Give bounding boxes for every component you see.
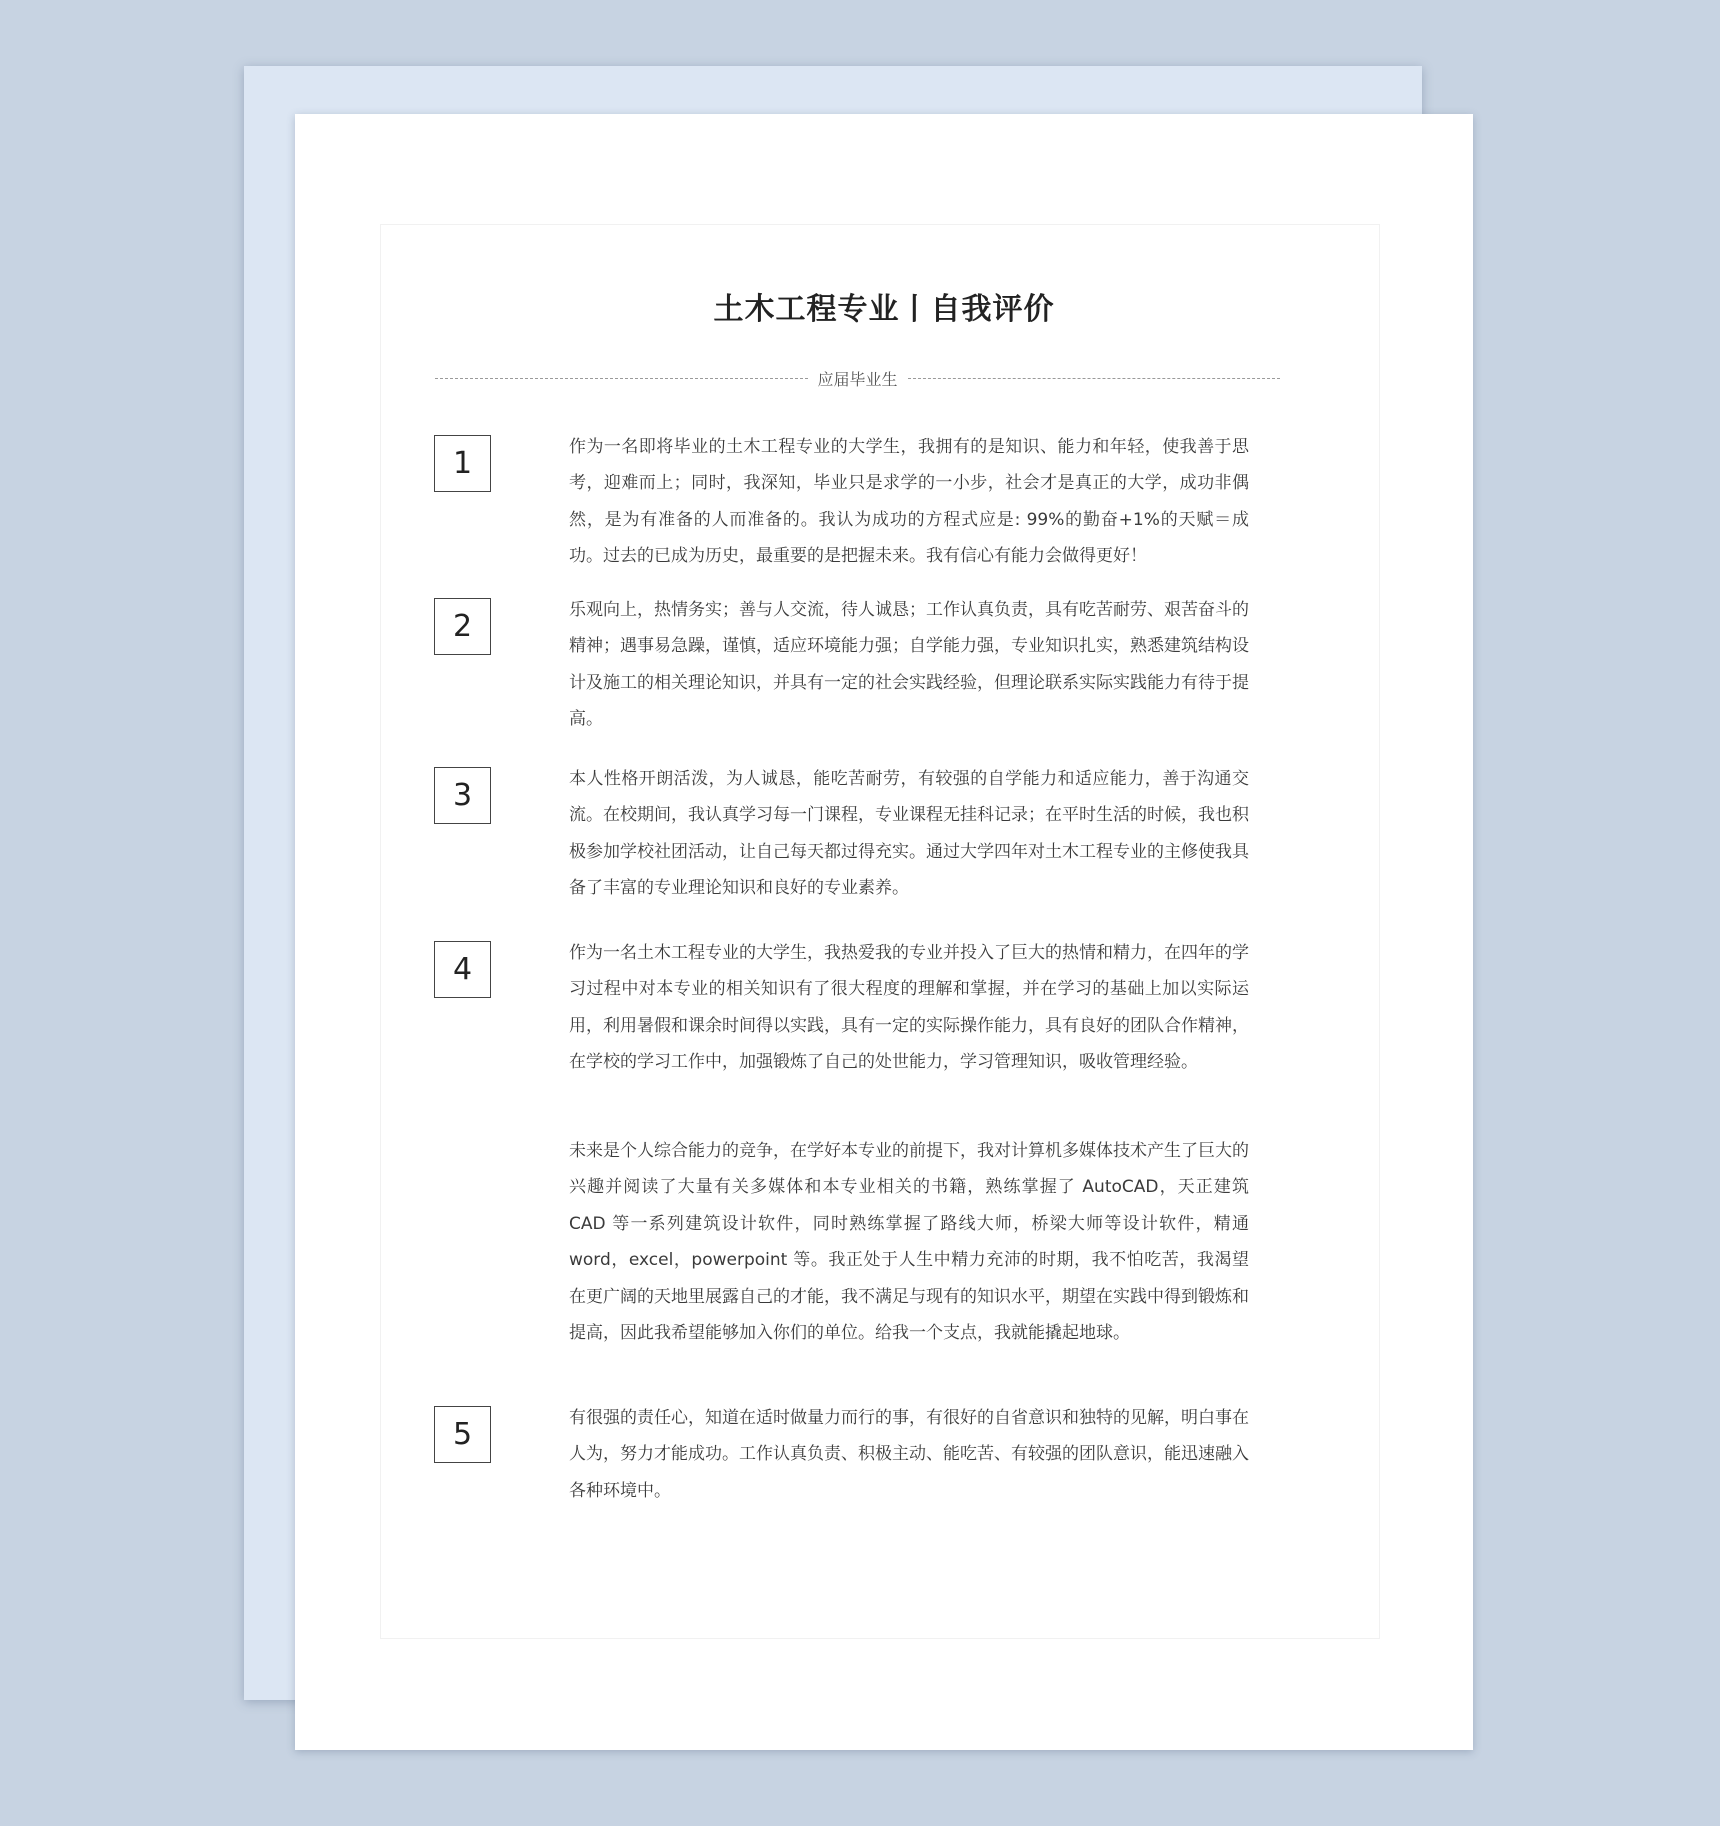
document-page: [295, 114, 1473, 1750]
entry-number-box: 3: [434, 767, 491, 824]
entry-paragraph: 作为一名土木工程专业的大学生，我热爱我的专业并投入了巨大的热情和精力，在四年的学习过程中对本专业的相关知识有了很大程度的理解和掌握，并在学习的基础上加以实际运用，利用暑假和课余时间得以实践，具有一定的实际操作能力，具有良好的团队合作精神，在学校的学习工作中，加强锻炼了自己的处世能力，学习管理知识，吸收管理经验。: [569, 943, 1249, 1073]
entry-paragraph: 有很强的责任心，知道在适时做量力而行的事，有很好的自省意识和独特的见解，明白事在人为，努力才能成功。工作认真负责、积极主动、能吃苦、有较强的团队意识，能迅速融入各种环境中。: [569, 1408, 1249, 1501]
document-subtitle: 应届毕业生: [817, 370, 898, 389]
divider-line-left: [435, 378, 808, 379]
divider-line-right: [908, 378, 1281, 379]
subtitle-divider: [435, 367, 1280, 390]
entry-paragraph: 作为一名即将毕业的土木工程专业的大学生，我拥有的是知识、能力和年轻，使我善于思考，迎难而上；同时，我深知，毕业只是求学的一小步，社会才是真正的大学，成功非偶然，是为有准备的人而准备的。我认为成功的方程式应是: 99%的勤奋+1%的天赋＝成功。过去的已成为历史，最重要的是把握未来。我有信心有能力会做得更好！: [569, 437, 1249, 567]
entry-paragraph: 本人性格开朗活泼，为人诚恳，能吃苦耐劳，有较强的自学能力和适应能力，善于沟通交流。在校期间，我认真学习每一门课程，专业课程无挂科记录；在平时生活的时候，我也积极参加学校社团活动，让自己每天都过得充实。通过大学四年对土木工程专业的主修使我具备了丰富的专业理论知识和良好的专业素养。: [569, 769, 1249, 899]
entry-paragraph: 乐观向上，热情务实；善与人交流，待人诚恳；工作认真负责，具有吃苦耐劳、艰苦奋斗的精神；遇事易急躁，谨慎，适应环境能力强；自学能力强，专业知识扎实，熟悉建筑结构设计及施工的相关理论知识，并具有一定的社会实践经验，但理论联系实际实践能力有待于提高。: [569, 600, 1249, 730]
entry-number-box: 2: [434, 598, 491, 655]
document-title: 土木工程专业丨自我评价: [713, 292, 1055, 327]
entry-number-box: 1: [434, 435, 491, 492]
entry-number-box: 4: [434, 941, 491, 998]
entry-paragraph: 未来是个人综合能力的竞争，在学好本专业的前提下，我对计算机多媒体技术产生了巨大的兴趣并阅读了大量有关多媒体和本专业相关的书籍，熟练掌握了 AutoCAD，天正建筑 CAD 等一系列建筑设计软件，同时熟练掌握了路线大师，桥梁大师等设计软件，精通 word，excel，powerpoint 等。我正处于人生中精力充沛的时期，我不怕吃苦，我渴望在更广阔的天地里展露自己的才能，我不满足与现有的知识水平，期望在实践中得到锻炼和提高，因此我希望能够加入你们的单位。给我一个支点，我就能撬起地球。: [569, 1141, 1249, 1344]
entry-number-box: 5: [434, 1406, 491, 1463]
